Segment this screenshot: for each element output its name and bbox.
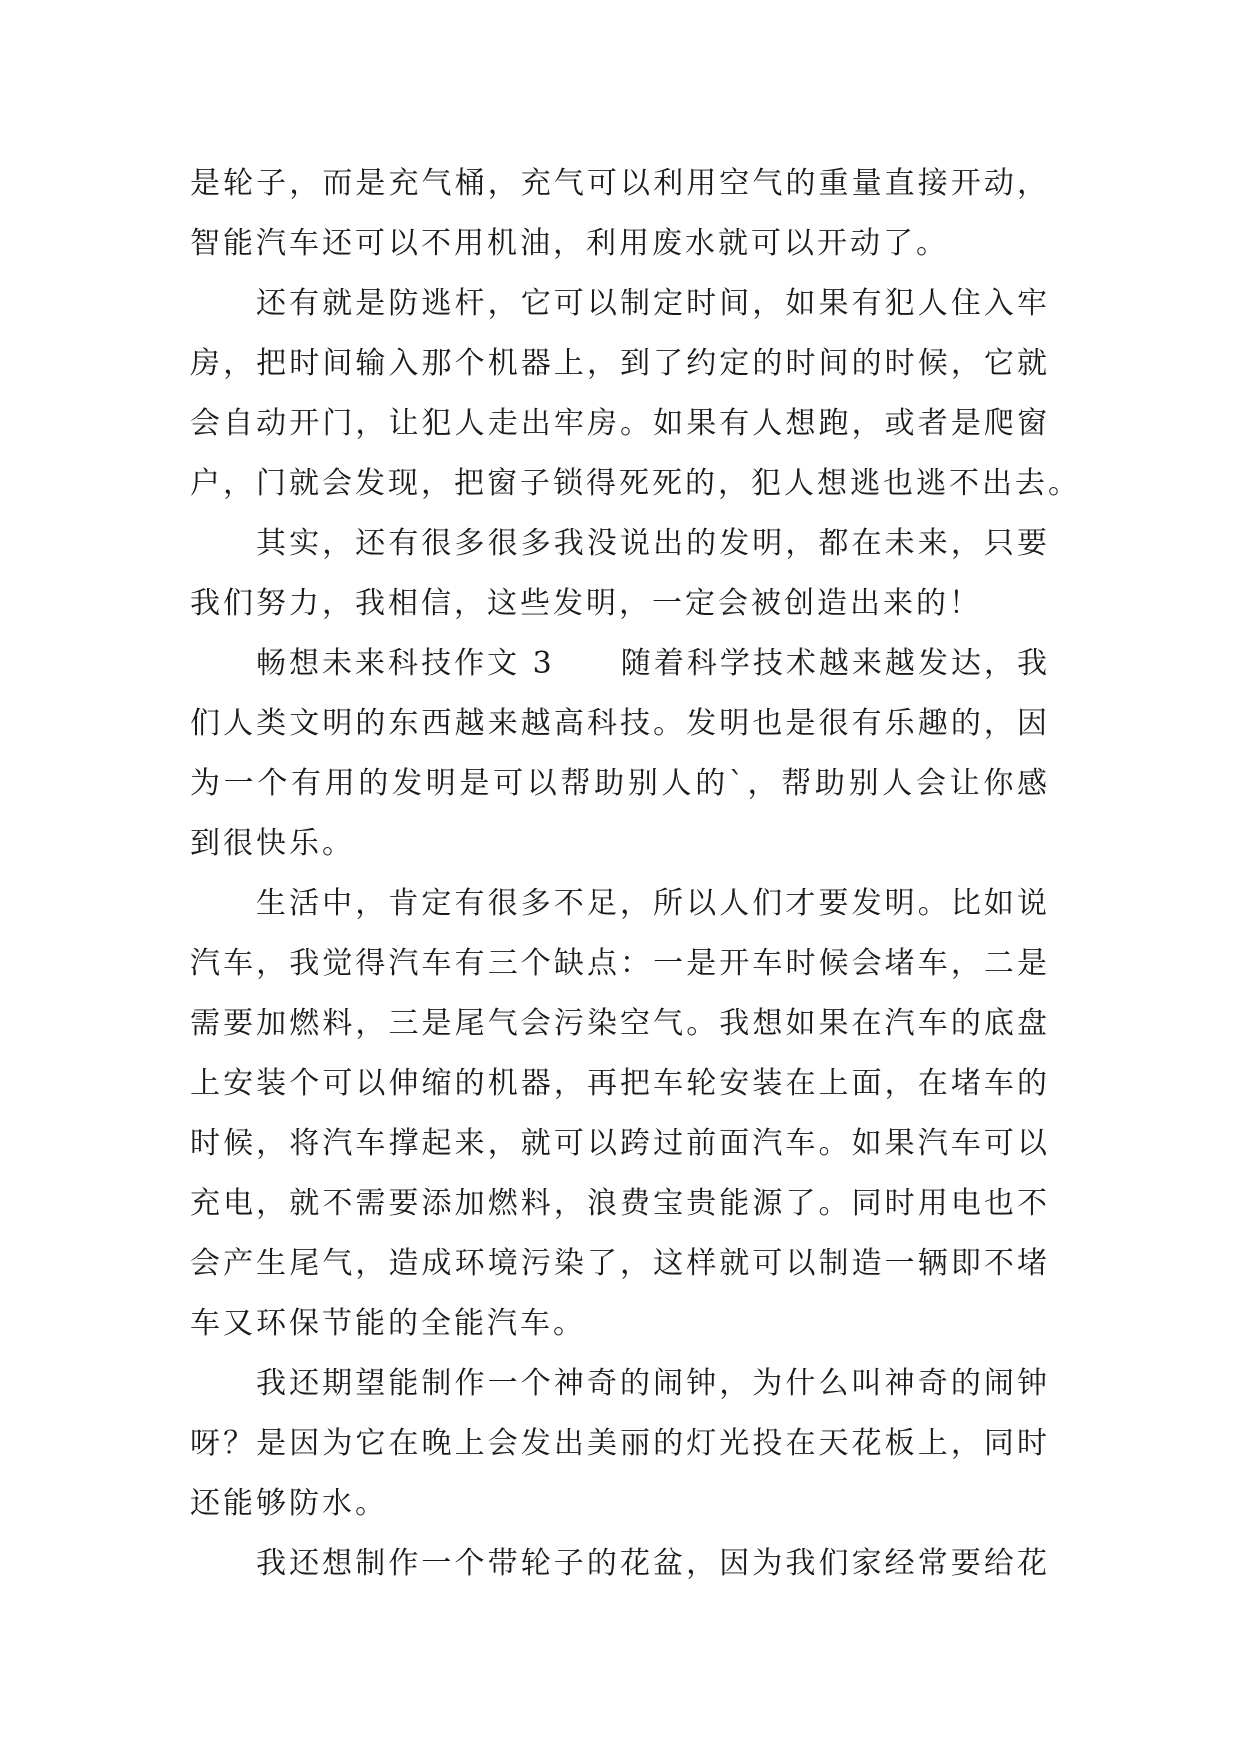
- text-line: 会自动开门，让犯人走出牢房。如果有人想跑，或者是爬窗: [190, 406, 1050, 441]
- text-line: 到很快乐。: [190, 826, 355, 861]
- text-line: 上安装个可以伸缩的机器，再把车轮安装在上面，在堵车的: [190, 1066, 1050, 1101]
- text-line: 车又环保节能的全能汽车。: [190, 1306, 586, 1341]
- text-line: 时候，将汽车撑起来，就可以跨过前面汽车。如果汽车可以: [190, 1126, 1050, 1161]
- text-line: 智能汽车还可以不用机油，利用废水就可以开动了。: [190, 226, 949, 261]
- text-line: 充电，就不需要添加燃料，浪费宝贵能源了。同时用电也不: [190, 1186, 1050, 1221]
- text-line: 们人类文明的东西越来越高科技。发明也是很有乐趣的，因: [190, 706, 1050, 741]
- section-heading-line: 畅想未来科技作文 3 随着科学技术越来越发达，我: [256, 646, 1050, 681]
- paragraph-first-line: 其实，还有很多很多我没说出的发明，都在未来，只要: [256, 526, 1050, 561]
- text-line: 我们努力，我相信，这些发明，一定会被创造出来的！: [190, 586, 982, 621]
- text-line: 还能够防水。: [190, 1486, 388, 1521]
- document-body: [190, 154, 1081, 1594]
- text-line: 需要加燃料，三是尾气会污染空气。我想如果在汽车的底盘: [190, 1006, 1050, 1041]
- text-line: 为一个有用的发明是可以帮助别人的`，帮助别人会让你感: [190, 766, 1050, 801]
- paragraph-first-line: 我还期望能制作一个神奇的闹钟，为什么叫神奇的闹钟: [256, 1366, 1050, 1401]
- paragraph-first-line: 还有就是防逃杆，它可以制定时间，如果有犯人住入牢: [256, 286, 1050, 321]
- text-line: 呀？是因为它在晚上会发出美丽的灯光投在天花板上，同时: [190, 1426, 1050, 1461]
- paragraph-first-line: 我还想制作一个带轮子的花盆，因为我们家经常要给花: [256, 1546, 1050, 1581]
- text-line: 房，把时间输入那个机器上，到了约定的时间的时候，它就: [190, 346, 1050, 381]
- paragraph-first-line: 生活中，肯定有很多不足，所以人们才要发明。比如说: [256, 886, 1050, 921]
- text-line: 汽车，我觉得汽车有三个缺点：一是开车时候会堵车，二是: [190, 946, 1050, 981]
- text-line: 是轮子，而是充气桶，充气可以利用空气的重量直接开动，: [190, 166, 1050, 201]
- text-line: 户，门就会发现，把窗子锁得死死的，犯人想逃也逃不出去。: [190, 466, 1081, 501]
- text-line: 会产生尾气，造成环境污染了，这样就可以制造一辆即不堵: [190, 1246, 1050, 1281]
